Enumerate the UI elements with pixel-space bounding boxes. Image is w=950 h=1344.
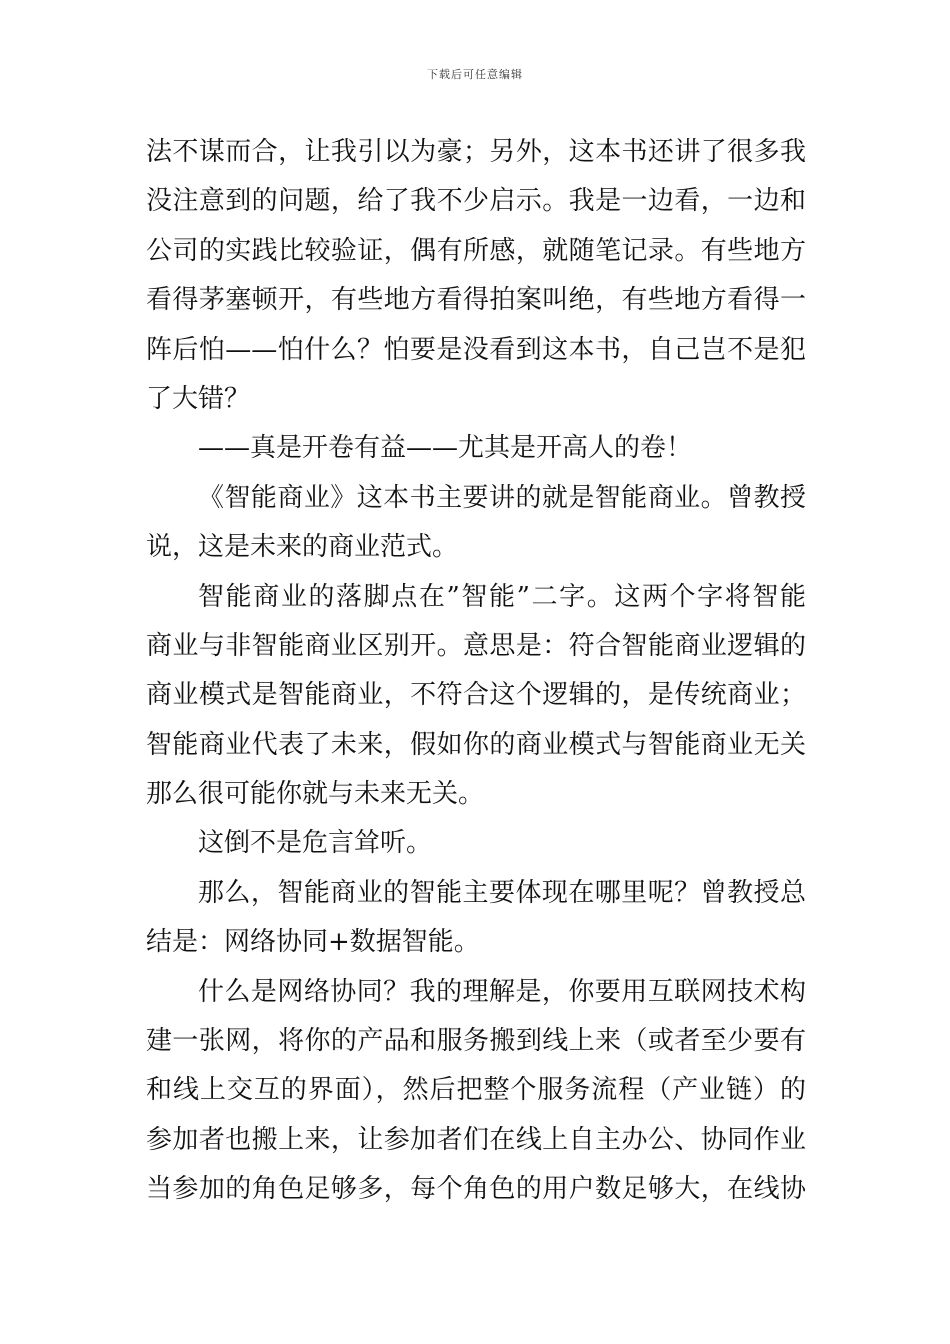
text-line: 那么很可能你就与未来无关。 bbox=[146, 779, 485, 810]
text-line: 这倒不是危言耸听。 bbox=[198, 828, 433, 859]
text-line: 阵后怕——怕什么？怕要是没看到这本书，自己岂不是犯 bbox=[146, 334, 806, 365]
text-line: ——真是开卷有益——尤其是开高人的卷！ bbox=[198, 433, 693, 464]
text-line: 说，这是未来的商业范式。 bbox=[146, 532, 459, 563]
text-line: 建一张网，将你的产品和服务搬到线上来（或者至少要有 bbox=[146, 1026, 806, 1057]
page-header: 下载后可任意编辑 bbox=[427, 68, 523, 81]
text-line: 参加者也搬上来，让参加者们在线上自主办公、协同作业 bbox=[146, 1124, 806, 1155]
text-line: 法不谋而合，让我引以为豪；另外，这本书还讲了很多我 bbox=[146, 137, 806, 167]
text-line: 结是：网络协同+数据智能。 bbox=[146, 927, 480, 958]
text-line: 公司的实践比较验证，偶有所感，就随笔记录。有些地方 bbox=[146, 235, 806, 266]
text-line: 了大错？ bbox=[146, 383, 251, 414]
text-line: 当参加的角色足够多，每个角色的用户数足够大，在线协 bbox=[146, 1174, 806, 1205]
text-line: 那么，智能商业的智能主要体现在哪里呢？曾教授总 bbox=[198, 877, 806, 908]
text-line: 商业模式是智能商业，不符合这个逻辑的，是传统商业； bbox=[146, 680, 806, 711]
text-line: 智能商业的落脚点在”智能”二字。这两个字将智能 bbox=[198, 581, 806, 612]
document-body bbox=[146, 128, 806, 1215]
text-line: 什么是网络协同？我的理解是，你要用互联网技术构 bbox=[198, 976, 806, 1007]
text-line: 智能商业代表了未来，假如你的商业模式与智能商业无关 bbox=[146, 729, 806, 760]
text-line: 看得茅塞顿开，有些地方看得拍案叫绝，有些地方看得一 bbox=[146, 285, 806, 316]
text-line: 《智能商业》这本书主要讲的就是智能商业。曾教授 bbox=[198, 482, 806, 513]
text-line: 商业与非智能商业区别开。意思是：符合智能商业逻辑的 bbox=[146, 630, 806, 661]
text-line: 没注意到的问题，给了我不少启示。我是一边看，一边和 bbox=[146, 186, 806, 217]
text-line: 和线上交互的界面），然后把整个服务流程（产业链）的 bbox=[146, 1075, 806, 1106]
